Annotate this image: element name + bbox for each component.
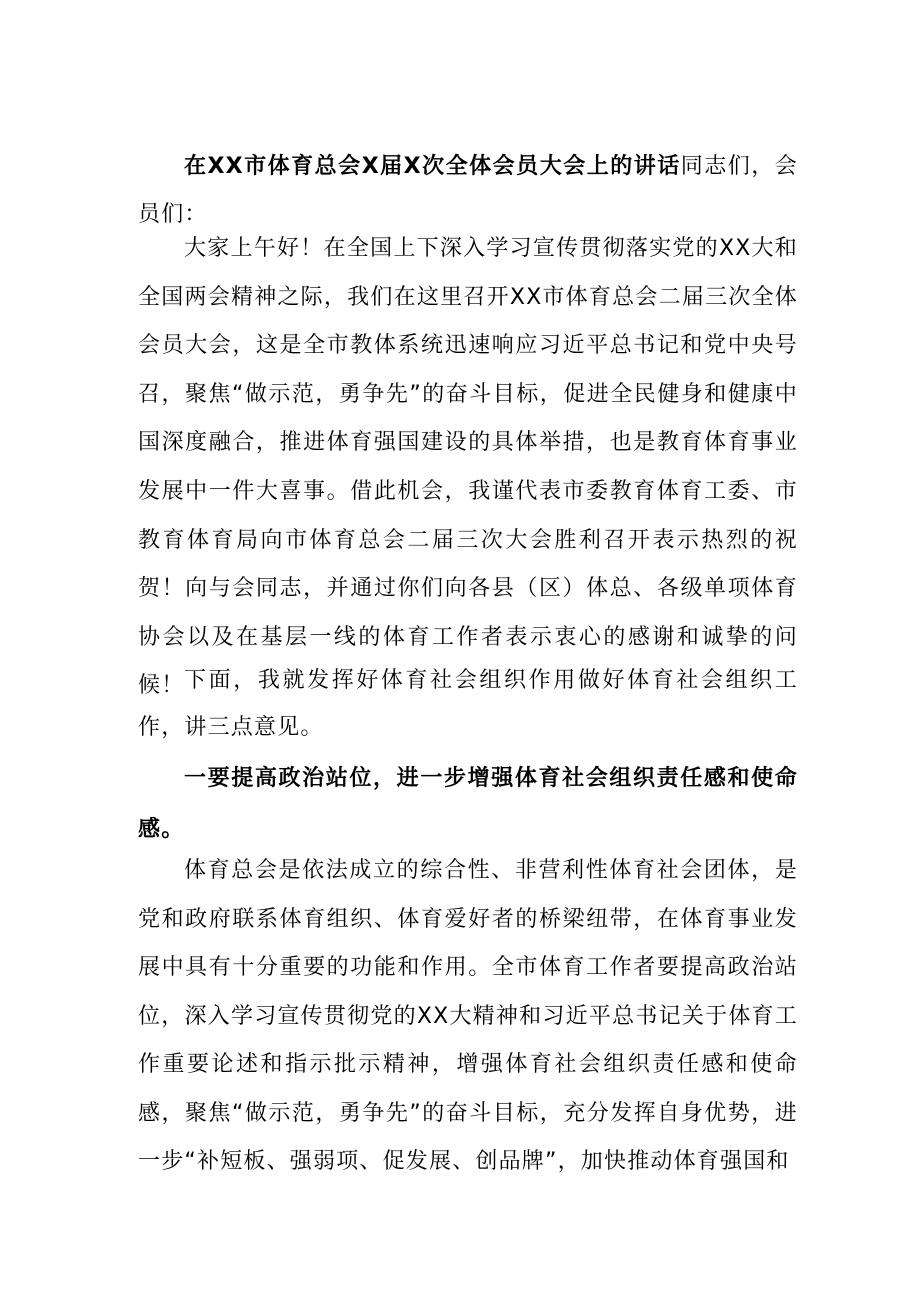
section-body-1: 体育总会是依法成立的综合性、非营利性体育社会团体，是党和政府联系体育组织、体育爱好者的桥梁纽带，在体育事业发展中具有十分重要的功能和作用。全市体育工作者要提高政治站位，深入学习宣传贯彻党的XX大精神和习近平总书记关于体育工作重要论述和指示批示精神，增强体育社会组织责任感和使命感，聚焦“做示范，勇争先”的奋斗目标，充分发挥自身优势，进一步“补短板、强弱项、促发展、创品牌”，加快推动体育强国和	[138, 858, 798, 1174]
speech-title: 在XX市体育总会X届X次全体会员大会上的讲话	[184, 154, 681, 179]
salutation: 同志们，会员们：	[138, 154, 798, 227]
intro-paragraph: 大家上午好！在全国上下深入学习宣传贯彻落实党的XX大和全国两会精神之际，我们在这里召开XX市体育总会二届三次全体会员大会，这是全市教体系统迅速响应习近平总书记和党中央号召，聚焦“做示范，勇争先”的奋斗目标，促进全民健身和健康中国深度融合，推进体育强国建设的具体举措，也是教育体育事业发展中一件大喜事。借此机会，我谨代表市委教育体育工委、市教育体育局向市体育总会二届三次大会胜利召开表示热烈的祝贺！向与会同志，并通过你们向各县（区）体总、各级单项体育协会以及在基层一线的体育工作者表示衷心的感谢和诚挚的问候！	[138, 236, 798, 699]
section-heading-1: 一要提高政治站位，进一步增强体育社会组织责任感和使命感。	[138, 766, 798, 842]
outline-paragraph: 下面，我就发挥好体育社会组织作用做好体育社会组织工作，讲三点意见。	[138, 668, 798, 740]
